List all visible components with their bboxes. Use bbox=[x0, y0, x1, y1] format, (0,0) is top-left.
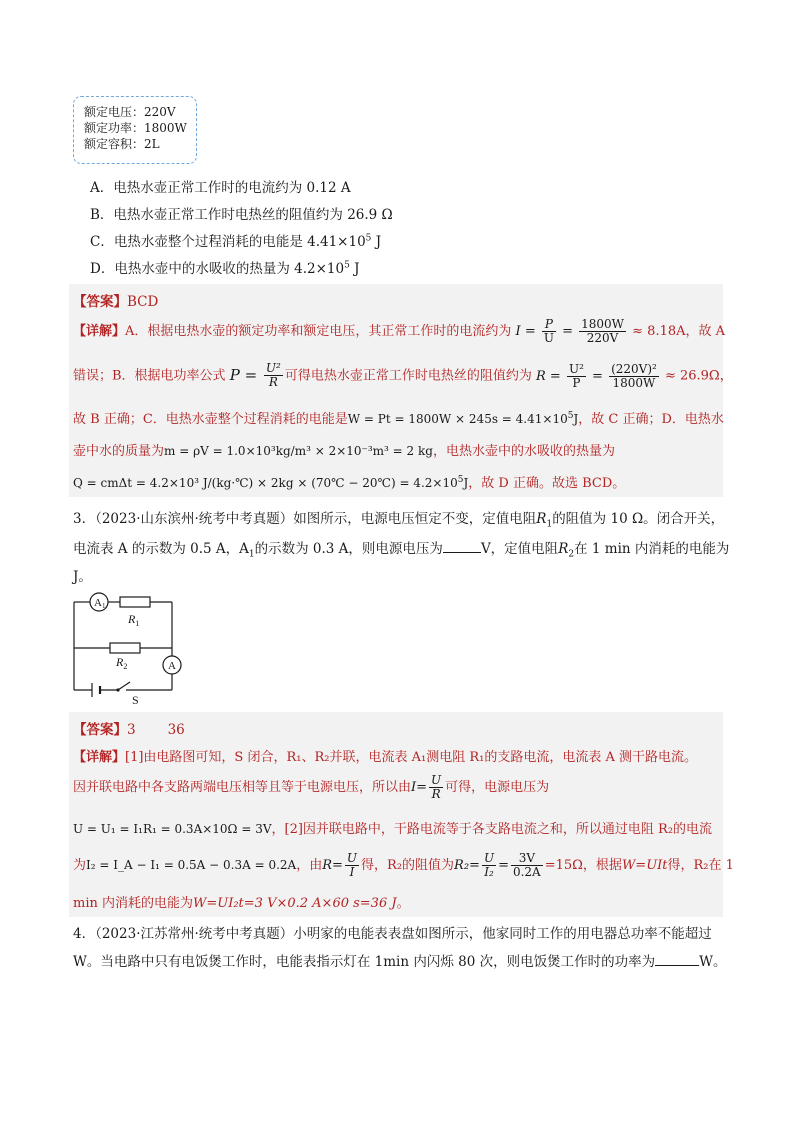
q4-blank-2[interactable] bbox=[655, 953, 699, 966]
answer-tag: 【答案】 bbox=[73, 294, 127, 310]
q2-detail-line-4: 壶中水的质量为m = ρV = 1.0×10³kg/m³ × 2×10⁻³m³ = 2 kg，电热水壶中的水吸收的热量为 bbox=[73, 444, 615, 459]
q2-detail-line-3: 故 B 正确；C．电热水壶整个过程消耗的电能是$W = Pt = 1800W \times 245s = 4.41\times 10^5J$，故 C 正确；D．电热水 bbox=[73, 411, 724, 427]
option-b: B．电热水壶正常工作时电热丝的阻值约为 26.9 Ω bbox=[90, 207, 393, 223]
option-d: D．电热水壶中的水吸收的热量为 $4.2\times 10^5$ J bbox=[90, 260, 360, 277]
q3-stem-line-2: 电流表 A 的示数为 0.5 A，$A_1$的示数为 0.3 A，则电源电压为 V，定值电阻$R_2$在 1 min 内消耗的电能为 bbox=[73, 541, 730, 560]
q3-detail-line-2: 因并联电路中各支路两端电压相等且等于电源电压，所以由I= $\frac{U}{R}$ 可得，电源电压为 bbox=[73, 773, 550, 801]
a1-label: A1 bbox=[94, 597, 106, 610]
resistor-r1-icon bbox=[120, 597, 150, 607]
q3-stem-line-3: J。 bbox=[73, 569, 92, 585]
q3-answer: 【答案】3 36 bbox=[73, 722, 185, 738]
detail-tag: 【详解】 bbox=[73, 324, 126, 339]
spec-power: 额定功率：1800W bbox=[84, 121, 187, 135]
spec-voltage: 额定电压：220V bbox=[84, 105, 176, 119]
q2-detail-line-1: 【详解】A．根据电热水壶的额定功率和额定电压，其正常工作时的电流约为 I = $\frac{P}{U}$ = $\frac{1800W}{220V}$ ≈ 8.18A，故 A bbox=[73, 317, 726, 345]
option-c: C．电热水壶整个过程消耗的电能是 $4.41\times 10^5$ J bbox=[90, 233, 382, 250]
option-a: A．电热水壶正常工作时的电流约为 0.12 A bbox=[90, 180, 351, 196]
q2-answer bbox=[73, 290, 158, 310]
s-label: S bbox=[132, 693, 139, 705]
q3-detail-line-4: 为I₂ = I_A − I₁ = 0.5A − 0.3A = 0.2A，由R= $\frac{U}{I}$ 得，R₂的阻值为R₂= $\frac{U}{\text{I₂}}$ = $\frac{3V}{0.2A}$ =15Ω，根据W=UIt得，R₂在 1 bbox=[73, 851, 734, 879]
q3-detail-line-5: min 内消耗的电能为W=UI₂t=3 V×0.2 A×60 s=36 J。 bbox=[73, 896, 410, 911]
a-label: A bbox=[168, 660, 176, 672]
q3-circuit-diagram bbox=[70, 590, 190, 705]
resistor-r2-icon bbox=[110, 643, 140, 653]
q4-stem-line-1: 4．（2023·江苏常州·统考中考真题）小明家的电能表表盘如图所示，他家同时工作的用电器总功率不能超过 bbox=[73, 926, 712, 942]
rated-spec-box bbox=[73, 96, 197, 164]
q3-stem-line-1: 3．（2023·山东滨州·统考中考真题）如图所示，电源电压恒定不变，定值电阻$R_1$的阻值为 10 Ω。闭合开关， bbox=[73, 511, 725, 530]
q4-stem-line-2: W。当电路中只有电饭煲工作时，电能表指示灯在 1min 内闪烁 80 次，则电饭煲工作时的功率为 W。 bbox=[73, 954, 727, 970]
q2-detail-line-5: Q = cmΔt = 4.2×10³ J/(kg·℃) × 2kg × (70℃ − 20℃) = $4.2\times 10^5J$，故 D 正确。故选 BCD。 bbox=[73, 475, 626, 491]
r1-label: $R_1$ bbox=[128, 612, 140, 628]
q2-detail-line-2: 错误；B．根据电功率公式 P = $\frac{\text{U²}}{R}$ 可得电热水壶正常工作时电热丝的阻值约为 R = $\frac{\text{U²}}{P}$ = $\frac{\text{(220V)²}}{1800W}$ ≈ 26.9Ω， bbox=[73, 361, 733, 390]
q3-blank-1[interactable] bbox=[443, 540, 481, 553]
q3-detail-line-1: 【详解】[1]由电路图可知，S 闭合，R₁、R₂并联，电流表 A₁测电阻 R₁的支路电流，电流表 A 测干路电流。 bbox=[73, 750, 697, 765]
q3-detail-line-3: U = U₁ = I₁R₁ = 0.3A×10Ω = 3V，[2]因并联电路中，干路电流等于各支路电流之和，所以通过电阻 R₂的电流 bbox=[73, 822, 713, 837]
q3-answer-panel bbox=[69, 712, 723, 917]
spec-capacity: 额定容积：2L bbox=[84, 137, 160, 151]
q2-answer-panel bbox=[69, 284, 726, 497]
r2-label: $R_2$ bbox=[116, 655, 128, 671]
answer-value: BCD bbox=[127, 294, 159, 310]
